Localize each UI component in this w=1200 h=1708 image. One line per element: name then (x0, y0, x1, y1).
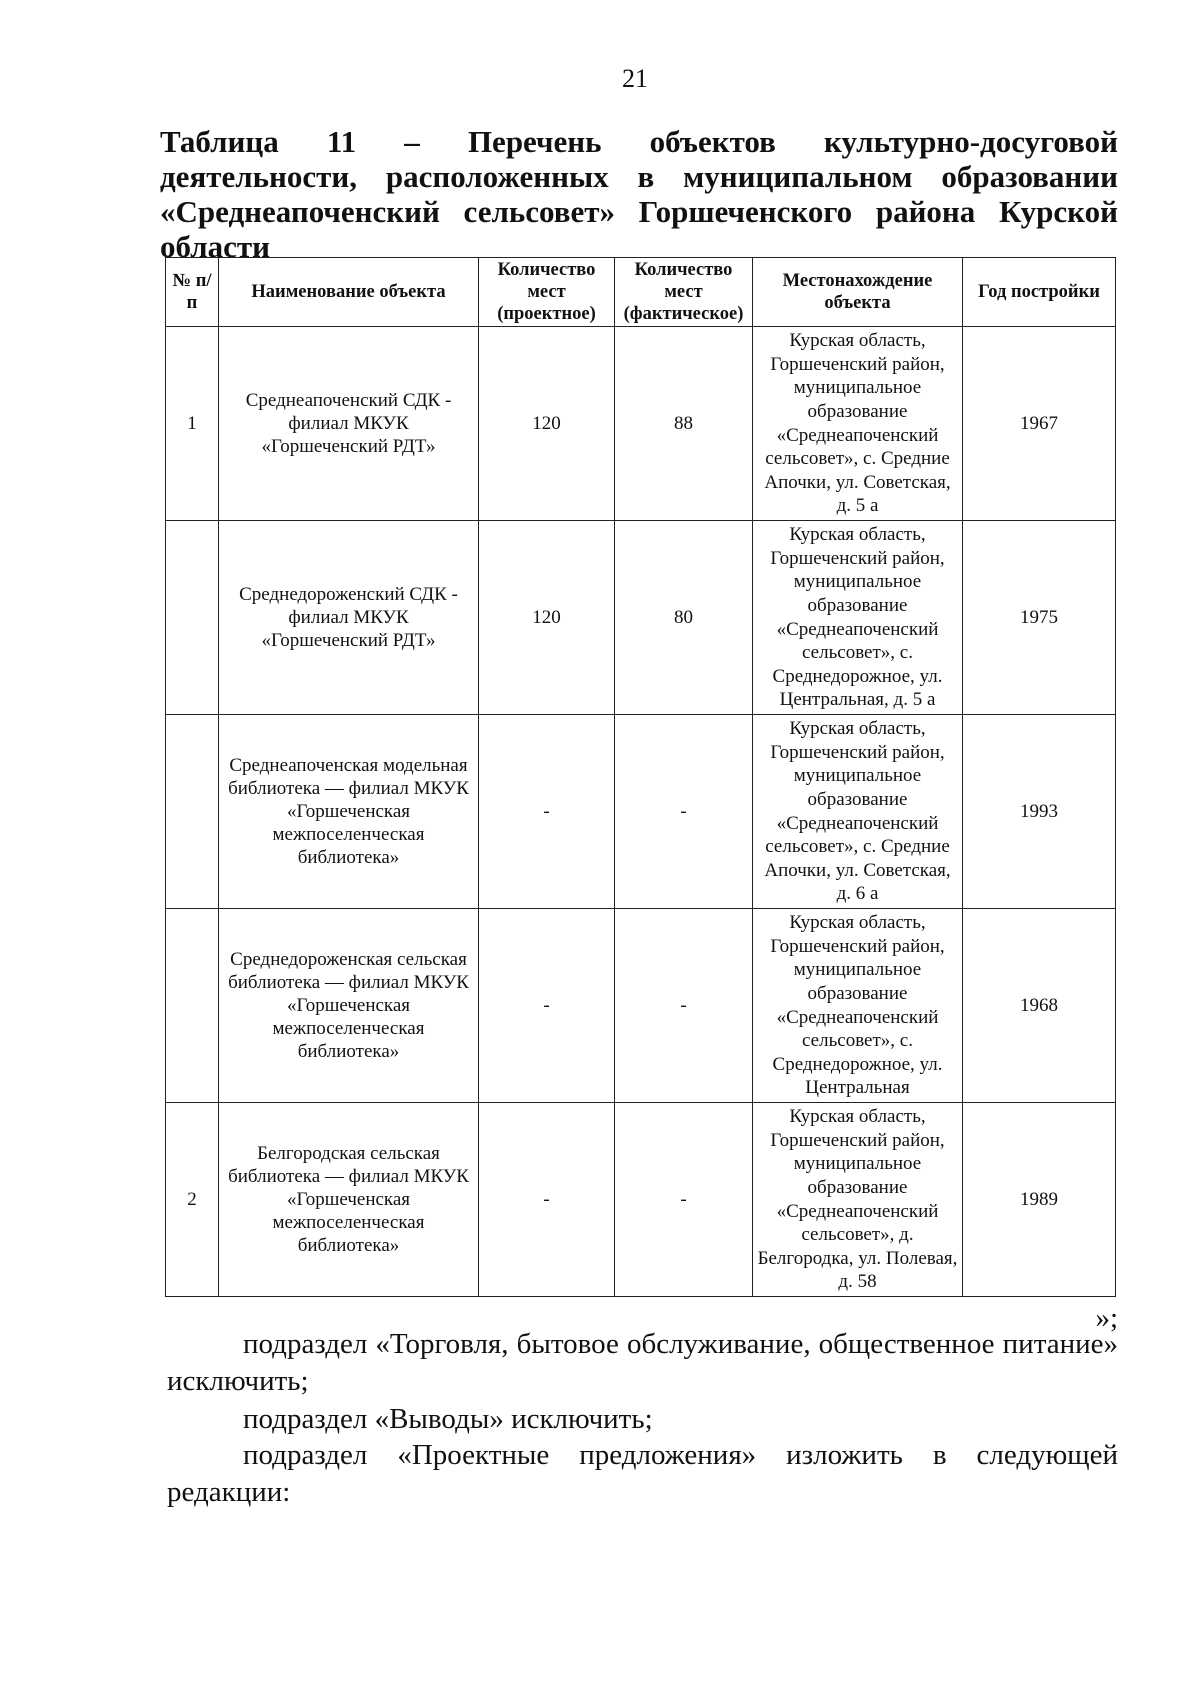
cell-places-design: 120 (479, 521, 615, 715)
table-title: Таблица 11 – Перечень объектов культурно-досуговой деятельности, расположенных в муниципальном образовании «Среднеапоченский сельсовет» Горшеченского района Курской области (160, 124, 1118, 264)
header-name: Наименование объекта (219, 258, 479, 327)
cell-year: 1993 (963, 715, 1116, 909)
header-year: Год постройки (963, 258, 1116, 327)
cell-location: Курская область, Горшеченский район, муниципальное образование «Среднеапоченский сельсовет», с. Средние Апочки, ул. Советская, д. 5 а (753, 327, 963, 521)
cell-places-design: - (479, 909, 615, 1103)
cell-name: Среднедороженский СДК - филиал МКУК «Горшеченский РДТ» (219, 521, 479, 715)
cell-places-design: 120 (479, 327, 615, 521)
cell-places-actual: - (615, 1103, 753, 1297)
paragraph-proposals-section: подраздел «Проектные предложения» изложить в следующей редакции: (167, 1439, 1118, 1508)
header-num: № п/п (166, 258, 219, 327)
table-header-row (166, 258, 1116, 327)
cell-places-actual: 88 (615, 327, 753, 521)
cell-location: Курская область, Горшеченский район, муниципальное образование «Среднеапоченский сельсовет», с. Средние Апочки, ул. Советская, д. 6 а (753, 715, 963, 909)
cell-places-design: - (479, 1103, 615, 1297)
cell-places-actual: - (615, 715, 753, 909)
objects-table (165, 257, 1116, 1297)
cell-num (166, 521, 219, 715)
cell-num (166, 909, 219, 1103)
cell-year: 1975 (963, 521, 1116, 715)
table-row (166, 1103, 1116, 1297)
paragraph-trade-section: подраздел «Торговля, бытовое обслуживание, общественное питание» исключить; (167, 1328, 1118, 1397)
closing-quote-mark: »; (1095, 1302, 1118, 1334)
cell-year: 1968 (963, 909, 1116, 1103)
cell-location: Курская область, Горшеченский район, муниципальное образование «Среднеапоченский сельсовет», с. Среднедорожное, ул. Центральная, д. 5 а (753, 521, 963, 715)
cell-num: 1 (166, 327, 219, 521)
header-location: Местонахождение объекта (753, 258, 963, 327)
cell-name: Среднеапоченский СДК - филиал МКУК «Горшеченский РДТ» (219, 327, 479, 521)
cell-num: 2 (166, 1103, 219, 1297)
cell-location: Курская область, Горшеченский район, муниципальное образование «Среднеапоченский сельсовет», с. Среднедорожное, ул. Центральная (753, 909, 963, 1103)
table-row (166, 327, 1116, 521)
cell-places-actual: - (615, 909, 753, 1103)
cell-year: 1989 (963, 1103, 1116, 1297)
header-places-actual: Количество мест (фактическое) (615, 258, 753, 327)
table-row (166, 909, 1116, 1103)
header-places-design: Количество мест (проектное) (479, 258, 615, 327)
cell-year: 1967 (963, 327, 1116, 521)
cell-name: Среднеапоченская модельная библиотека — филиал МКУК «Горшеченская межпоселенческая библиотека» (219, 715, 479, 909)
paragraph-conclusions-section: подраздел «Выводы» исключить; (243, 1403, 653, 1435)
cell-name: Среднедороженская сельская библиотека — филиал МКУК «Горшеченская межпоселенческая библиотека» (219, 909, 479, 1103)
cell-location: Курская область, Горшеченский район, муниципальное образование «Среднеапоченский сельсовет», д. Белгородка, ул. Полевая, д. 58 (753, 1103, 963, 1297)
cell-num (166, 715, 219, 909)
table-row (166, 521, 1116, 715)
cell-name: Белгородская сельская библиотека — филиал МКУК «Горшеченская межпоселенческая библиотека» (219, 1103, 479, 1297)
cell-places-actual: 80 (615, 521, 753, 715)
page-number: 21 (622, 64, 648, 93)
table-row (166, 715, 1116, 909)
cell-places-design: - (479, 715, 615, 909)
